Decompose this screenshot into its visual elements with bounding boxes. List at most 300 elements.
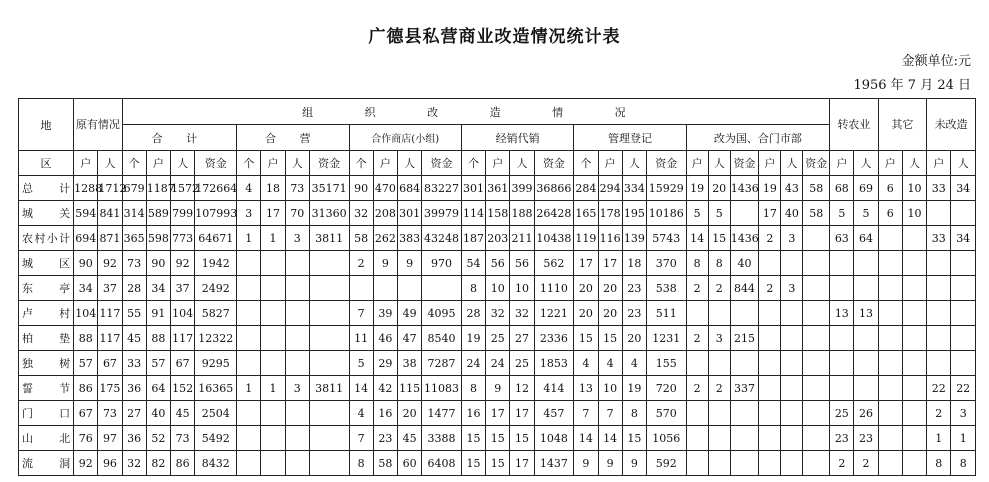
header-subrow <box>19 151 976 176</box>
table-row <box>19 376 976 401</box>
table-cell: 11 <box>349 326 373 351</box>
table-cell: 67 <box>74 401 98 426</box>
table-cell: 56 <box>486 251 510 276</box>
table-cell <box>803 451 830 476</box>
table-cell <box>803 251 830 276</box>
table-cell <box>285 426 309 451</box>
table-cell: 23 <box>622 276 646 301</box>
table-cell: 538 <box>646 276 686 301</box>
table-cell <box>927 326 951 351</box>
table-cell <box>781 326 803 351</box>
table-cell: 694 <box>74 226 98 251</box>
table-cell: 11083 <box>422 376 462 401</box>
header-mgmt: 管理登记 <box>574 125 686 151</box>
table-cell: 172664 <box>195 176 237 201</box>
table-cell <box>730 451 759 476</box>
table-cell: 45 <box>397 426 421 451</box>
table-cell: 45 <box>122 326 146 351</box>
subheader-ren: 人 <box>171 151 195 176</box>
table-cell: 10 <box>902 201 926 226</box>
table-cell: 8 <box>708 251 730 276</box>
table-cell <box>237 251 261 276</box>
table-cell <box>261 326 285 351</box>
table-cell <box>803 401 830 426</box>
table-cell <box>878 226 902 251</box>
table-cell: 337 <box>730 376 759 401</box>
subheader-hu: 户 <box>146 151 170 176</box>
table-cell: 3 <box>285 226 309 251</box>
table-cell: 17 <box>486 401 510 426</box>
table-cell: 211 <box>510 226 534 251</box>
table-cell <box>951 201 976 226</box>
table-cell <box>261 351 285 376</box>
subheader-hu: 户 <box>373 151 397 176</box>
table-cell: 82 <box>146 451 170 476</box>
table-cell: 20 <box>574 301 598 326</box>
table-cell: 34 <box>951 176 976 201</box>
subheader-capital: 资金 <box>803 151 830 176</box>
table-cell: 73 <box>98 401 122 426</box>
table-cell: 23 <box>622 301 646 326</box>
table-cell: 40 <box>730 251 759 276</box>
table-cell: 36 <box>122 376 146 401</box>
table-cell <box>951 351 976 376</box>
table-cell: 6408 <box>422 451 462 476</box>
table-cell: 562 <box>534 251 574 276</box>
table-cell: 470 <box>373 176 397 201</box>
table-cell <box>927 201 951 226</box>
table-cell <box>285 351 309 376</box>
region-name: 城关 <box>19 201 74 226</box>
table-cell: 208 <box>373 201 397 226</box>
table-cell: 8 <box>951 451 976 476</box>
subheader-ge: 个 <box>349 151 373 176</box>
header-total: 合 计 <box>122 125 237 151</box>
table-cell <box>878 326 902 351</box>
table-cell: 34 <box>951 226 976 251</box>
table-cell: 47 <box>397 326 421 351</box>
table-cell <box>781 401 803 426</box>
table-cell <box>759 451 781 476</box>
table-cell: 15 <box>461 426 485 451</box>
subheader-hu: 户 <box>927 151 951 176</box>
subheader-ren: 人 <box>397 151 421 176</box>
table-cell <box>902 276 926 301</box>
table-cell: 511 <box>646 301 686 326</box>
table-cell <box>803 326 830 351</box>
table-cell: 63 <box>830 226 854 251</box>
table-cell <box>686 426 708 451</box>
table-cell: 58 <box>373 451 397 476</box>
table-cell <box>730 351 759 376</box>
table-cell: 45 <box>171 401 195 426</box>
table-cell: 158 <box>486 201 510 226</box>
table-cell: 116 <box>598 226 622 251</box>
table-cell: 773 <box>171 226 195 251</box>
table-cell <box>686 451 708 476</box>
table-cell: 871 <box>98 226 122 251</box>
table-cell <box>708 451 730 476</box>
header-other: 其它 <box>878 99 926 151</box>
subheader-hu: 户 <box>261 151 285 176</box>
table-cell: 165 <box>574 201 598 226</box>
table-cell <box>730 426 759 451</box>
table-cell: 20 <box>574 276 598 301</box>
table-cell <box>830 326 854 351</box>
table-cell: 3 <box>708 326 730 351</box>
table-cell: 83227 <box>422 176 462 201</box>
table-cell: 19 <box>461 326 485 351</box>
table-cell <box>781 351 803 376</box>
table-cell <box>902 226 926 251</box>
table-cell: 2 <box>686 376 708 401</box>
table-cell: 8 <box>927 451 951 476</box>
table-cell <box>902 426 926 451</box>
table-cell: 1 <box>927 426 951 451</box>
table-cell: 414 <box>534 376 574 401</box>
table-cell: 457 <box>534 401 574 426</box>
table-cell: 19 <box>686 176 708 201</box>
table-cell: 203 <box>486 226 510 251</box>
table-cell: 3811 <box>309 376 349 401</box>
table-cell: 97 <box>98 426 122 451</box>
table-cell: 301 <box>397 201 421 226</box>
table-cell: 15 <box>510 426 534 451</box>
table-cell <box>309 301 349 326</box>
subheader-capital: 资金 <box>309 151 349 176</box>
table-cell <box>730 301 759 326</box>
subheader-hu: 户 <box>878 151 902 176</box>
subheader-ren: 人 <box>854 151 878 176</box>
table-row <box>19 401 976 426</box>
table-cell <box>309 451 349 476</box>
table-cell: 187 <box>461 226 485 251</box>
table-cell: 24 <box>486 351 510 376</box>
subheader-hu: 户 <box>759 151 781 176</box>
statistics-table <box>18 98 976 476</box>
table-cell <box>854 326 878 351</box>
table-cell <box>759 401 781 426</box>
table-cell: 14 <box>598 426 622 451</box>
table-cell <box>285 326 309 351</box>
table-cell <box>902 401 926 426</box>
table-cell: 1437 <box>534 451 574 476</box>
subheader-ren: 人 <box>708 151 730 176</box>
table-cell: 10 <box>902 176 926 201</box>
table-cell: 3 <box>781 226 803 251</box>
table-cell: 314 <box>122 201 146 226</box>
table-cell: 970 <box>422 251 462 276</box>
table-cell: 91 <box>146 301 170 326</box>
table-cell: 1221 <box>534 301 574 326</box>
table-cell: 24 <box>461 351 485 376</box>
table-cell: 57 <box>146 351 170 376</box>
table-cell <box>927 251 951 276</box>
table-cell: 27 <box>122 401 146 426</box>
table-cell <box>261 451 285 476</box>
table-cell: 27 <box>510 326 534 351</box>
table-cell <box>686 351 708 376</box>
table-cell: 23 <box>373 426 397 451</box>
table-cell <box>803 226 830 251</box>
table-cell: 10 <box>486 276 510 301</box>
table-cell: 9 <box>622 451 646 476</box>
table-cell: 5 <box>854 201 878 226</box>
table-cell: 67 <box>98 351 122 376</box>
table-cell: 34 <box>146 276 170 301</box>
table-cell <box>309 326 349 351</box>
table-cell: 7 <box>598 401 622 426</box>
subheader-ren: 人 <box>98 151 122 176</box>
table-cell: 14 <box>574 426 598 451</box>
header-transform: 组 织 改 造 情 况 <box>122 99 830 125</box>
subheader-ren: 人 <box>781 151 803 176</box>
table-cell: 6 <box>878 201 902 226</box>
table-cell <box>309 426 349 451</box>
table-cell: 301 <box>461 176 485 201</box>
table-cell: 9 <box>486 376 510 401</box>
table-cell <box>285 251 309 276</box>
table-cell: 844 <box>730 276 759 301</box>
table-cell <box>803 351 830 376</box>
table-cell: 594 <box>74 201 98 226</box>
table-cell: 64 <box>854 226 878 251</box>
table-cell: 90 <box>74 251 98 276</box>
table-cell: 178 <box>598 201 622 226</box>
table-cell: 49 <box>397 301 421 326</box>
table-cell: 29 <box>373 351 397 376</box>
table-cell: 39979 <box>422 201 462 226</box>
table-cell: 9295 <box>195 351 237 376</box>
table-cell <box>951 301 976 326</box>
subheader-hu: 户 <box>486 151 510 176</box>
subheader-ge: 个 <box>574 151 598 176</box>
subheader-ge: 个 <box>237 151 261 176</box>
table-cell <box>708 301 730 326</box>
table-cell: 25 <box>486 326 510 351</box>
table-cell <box>854 376 878 401</box>
table-cell: 4 <box>598 351 622 376</box>
page-title: 广德县私营商业改造情况统计表 <box>368 27 621 47</box>
region-name: 山北 <box>19 426 74 451</box>
table-cell: 139 <box>622 226 646 251</box>
region-name: 总计 <box>19 176 74 201</box>
table-cell <box>708 426 730 451</box>
table-cell: 383 <box>397 226 421 251</box>
table-cell: 3 <box>781 276 803 301</box>
table-cell: 684 <box>397 176 421 201</box>
table-cell: 55 <box>122 301 146 326</box>
table-cell: 33 <box>927 226 951 251</box>
table-cell: 4 <box>237 176 261 201</box>
table-cell <box>878 376 902 401</box>
table-cell: 40 <box>781 201 803 226</box>
table-cell: 5827 <box>195 301 237 326</box>
table-cell <box>309 351 349 376</box>
table-cell <box>261 426 285 451</box>
table-cell: 15 <box>486 426 510 451</box>
subheader-capital: 资金 <box>422 151 462 176</box>
table-cell <box>803 376 830 401</box>
table-cell <box>708 401 730 426</box>
table-cell: 37 <box>98 276 122 301</box>
table-cell: 20 <box>622 326 646 351</box>
table-cell: 3 <box>237 201 261 226</box>
table-cell: 14 <box>686 226 708 251</box>
table-cell: 155 <box>646 351 686 376</box>
table-cell: 104 <box>171 301 195 326</box>
table-cell: 12322 <box>195 326 237 351</box>
table-cell: 73 <box>122 251 146 276</box>
table-cell: 119 <box>574 226 598 251</box>
table-cell: 60 <box>397 451 421 476</box>
table-cell <box>261 301 285 326</box>
table-cell: 96 <box>98 451 122 476</box>
table-cell <box>261 276 285 301</box>
table-cell: 15 <box>461 451 485 476</box>
table-cell: 58 <box>803 201 830 226</box>
table-cell <box>237 401 261 426</box>
table-cell: 31360 <box>309 201 349 226</box>
table-cell <box>781 301 803 326</box>
table-cell: 8 <box>461 376 485 401</box>
table-row <box>19 451 976 476</box>
table-cell: 28 <box>461 301 485 326</box>
subheader-ren: 人 <box>510 151 534 176</box>
table-cell: 598 <box>146 226 170 251</box>
table-cell: 2 <box>854 451 878 476</box>
table-cell <box>237 326 261 351</box>
table-cell <box>730 401 759 426</box>
table-cell: 10 <box>510 276 534 301</box>
table-cell: 1187 <box>146 176 170 201</box>
table-cell: 88 <box>146 326 170 351</box>
table-cell: 57 <box>74 351 98 376</box>
subheader-capital: 资金 <box>646 151 686 176</box>
table-cell: 20 <box>708 176 730 201</box>
table-cell: 1288 <box>74 176 98 201</box>
subheader-ren: 人 <box>951 151 976 176</box>
table-cell: 32 <box>349 201 373 226</box>
table-cell: 67 <box>171 351 195 376</box>
table-cell: 64671 <box>195 226 237 251</box>
table-cell: 15 <box>598 326 622 351</box>
table-cell: 8 <box>622 401 646 426</box>
table-cell: 52 <box>146 426 170 451</box>
table-cell: 4 <box>574 351 598 376</box>
table-cell <box>951 251 976 276</box>
table-cell: 294 <box>598 176 622 201</box>
table-cell <box>951 276 976 301</box>
table-cell: 3388 <box>422 426 462 451</box>
table-cell <box>309 251 349 276</box>
table-cell: 592 <box>646 451 686 476</box>
header-agriculture: 转农业 <box>830 99 878 151</box>
table-cell: 2 <box>927 401 951 426</box>
table-cell: 1048 <box>534 426 574 451</box>
table-cell: 5492 <box>195 426 237 451</box>
table-cell: 15 <box>486 451 510 476</box>
table-cell <box>373 276 397 301</box>
table-cell: 7 <box>349 301 373 326</box>
table-cell: 2 <box>708 376 730 401</box>
table-cell: 1436 <box>730 176 759 201</box>
table-cell: 9 <box>598 451 622 476</box>
table-cell: 15929 <box>646 176 686 201</box>
table-cell <box>781 426 803 451</box>
table-cell: 361 <box>486 176 510 201</box>
table-cell: 115 <box>397 376 421 401</box>
header-region-bottom: 区 <box>19 151 74 176</box>
subheader-ge: 个 <box>461 151 485 176</box>
table-cell: 86 <box>74 376 98 401</box>
table-cell: 22 <box>951 376 976 401</box>
table-cell: 20 <box>397 401 421 426</box>
table-cell: 679 <box>122 176 146 201</box>
table-cell: 92 <box>74 451 98 476</box>
table-cell <box>759 301 781 326</box>
table-cell: 15 <box>574 326 598 351</box>
table-cell: 14 <box>349 376 373 401</box>
table-cell <box>878 451 902 476</box>
table-cell: 2 <box>759 276 781 301</box>
table-cell <box>261 251 285 276</box>
table-cell: 39 <box>373 301 397 326</box>
table-cell: 23 <box>830 426 854 451</box>
table-cell <box>902 251 926 276</box>
table-cell: 5 <box>708 201 730 226</box>
table-cell: 25 <box>830 401 854 426</box>
table-cell: 215 <box>730 326 759 351</box>
table-cell: 90 <box>146 251 170 276</box>
table-cell: 8 <box>349 451 373 476</box>
table-cell <box>781 376 803 401</box>
region-name: 誓节 <box>19 376 74 401</box>
table-row <box>19 426 976 451</box>
subheader-hu: 户 <box>830 151 854 176</box>
subheader-capital: 资金 <box>534 151 574 176</box>
region-name: 门口 <box>19 401 74 426</box>
table-cell <box>759 251 781 276</box>
table-cell: 22 <box>927 376 951 401</box>
table-cell: 26428 <box>534 201 574 226</box>
table-cell: 1853 <box>534 351 574 376</box>
table-cell: 114 <box>461 201 485 226</box>
table-cell: 17 <box>574 251 598 276</box>
table-cell <box>830 251 854 276</box>
table-cell: 2 <box>830 451 854 476</box>
table-cell: 33 <box>122 351 146 376</box>
table-cell: 36866 <box>534 176 574 201</box>
header-state: 改为国、合门市部 <box>686 125 830 151</box>
table-cell <box>397 276 421 301</box>
subheader-ren: 人 <box>902 151 926 176</box>
table-cell: 73 <box>171 426 195 451</box>
header-coop: 合作商店(小组) <box>349 125 461 151</box>
table-body <box>19 176 976 476</box>
table-cell: 32 <box>122 451 146 476</box>
table-row <box>19 301 976 326</box>
table-cell <box>781 251 803 276</box>
table-cell: 86 <box>171 451 195 476</box>
table-cell: 23 <box>854 426 878 451</box>
table-cell: 334 <box>622 176 646 201</box>
table-cell: 8540 <box>422 326 462 351</box>
table-cell: 18 <box>622 251 646 276</box>
table-cell <box>309 276 349 301</box>
subheader-ge: 个 <box>122 151 146 176</box>
table-cell: 799 <box>171 201 195 226</box>
